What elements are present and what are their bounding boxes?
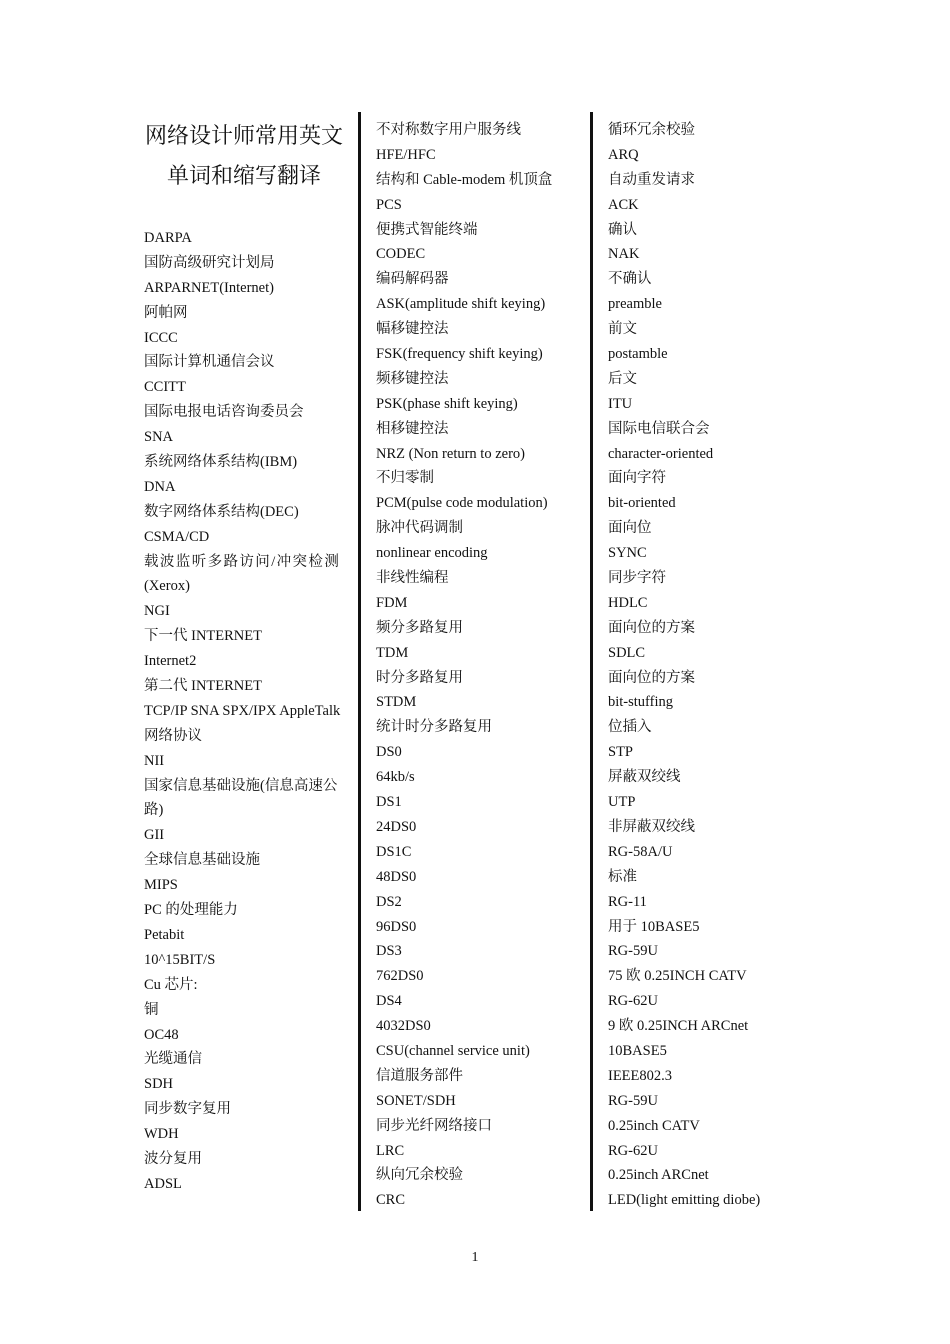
column-1 — [144, 118, 349, 1197]
glossary-entry: 10BASE5 — [608, 1042, 667, 1059]
glossary-entry: DNA — [144, 478, 176, 495]
glossary-entry: 不对称数字用户服务线 — [376, 122, 521, 138]
glossary-entry: RG-11 — [608, 893, 647, 910]
glossary-entry: (Xerox) — [144, 578, 190, 595]
glossary-entry: RG-62U — [608, 1142, 658, 1159]
glossary-entry: 国际电报电话咨询委员会 — [144, 404, 304, 421]
glossary-entry: 0.25inch CATV — [608, 1117, 700, 1134]
glossary-entry: ICCC — [144, 329, 178, 346]
glossary-entry: 10^15BIT/S — [144, 951, 216, 968]
glossary-entry: ITU — [608, 395, 633, 412]
glossary-entry: 光缆通信 — [144, 1051, 202, 1068]
glossary-entry: SONET/SDH — [376, 1092, 456, 1109]
glossary-entry: TCP/IP SNA SPX/IPX AppleTalk — [144, 702, 341, 719]
glossary-entry: LED(light emitting diobe) — [608, 1192, 761, 1209]
glossary-entry: 幅移键控法 — [376, 321, 449, 338]
glossary-entry: 第二代 INTERNET — [144, 678, 262, 695]
glossary-entry: 非屏蔽双绞线 — [608, 818, 695, 835]
glossary-entry: 全球信息基础设施 — [144, 852, 260, 869]
glossary-entry: CSU(channel service unit) — [376, 1042, 530, 1059]
column-3 — [608, 118, 818, 1213]
glossary-entry: preamble — [608, 296, 662, 313]
glossary-entry: CCITT — [144, 379, 186, 396]
column-2 — [376, 118, 581, 1213]
glossary-entry: Cu 芯片: — [144, 976, 198, 993]
column-divider-2 — [590, 112, 593, 1211]
glossary-entry: ADSL — [144, 1175, 182, 1192]
page-number: 1 — [471, 1250, 479, 1265]
glossary-entry: 信道服务部件 — [376, 1067, 463, 1084]
glossary-entry: 频移键控法 — [376, 370, 449, 387]
glossary-entry: 载波监听多路访问/冲突检测 — [144, 553, 341, 570]
glossary-entry: 用于 10BASE5 — [608, 918, 700, 935]
glossary-entry: DS0 — [376, 744, 402, 761]
glossary-entry: Petabit — [144, 926, 185, 943]
glossary-entry: 系统网络体系结构(IBM) — [144, 454, 298, 471]
glossary-entry: SDLC — [608, 644, 646, 661]
glossary-entry: STP — [608, 744, 633, 761]
glossary-entry: 不确认 — [608, 271, 652, 288]
glossary-entry: character-oriented — [608, 445, 714, 462]
glossary-entry: 面向位的方案 — [608, 619, 695, 636]
glossary-entry: SNA — [144, 429, 174, 446]
glossary-entry: 下一代 INTERNET — [144, 628, 262, 645]
glossary-entry: 脉冲代码调制 — [376, 520, 463, 537]
glossary-entry: NAK — [608, 246, 640, 263]
glossary-entry: 非线性编程 — [376, 570, 449, 587]
glossary-entry: IEEE802.3 — [608, 1067, 673, 1084]
glossary-entry: 波分复用 — [144, 1150, 202, 1167]
glossary-entry: OC48 — [144, 1026, 179, 1043]
glossary-entry: GII — [144, 827, 165, 844]
glossary-entry: SDH — [144, 1076, 174, 1093]
glossary-entry: 时分多路复用 — [376, 669, 463, 686]
glossary-entry: 64kb/s — [376, 769, 415, 786]
glossary-entry: 屏蔽双绞线 — [608, 769, 681, 786]
glossary-entry: DS3 — [376, 943, 402, 960]
glossary-entry: RG-58A/U — [608, 843, 673, 860]
glossary-entry: 标准 — [608, 868, 637, 885]
glossary-entry: PSK(phase shift keying) — [376, 395, 518, 412]
glossary-entry: PCS — [376, 196, 402, 213]
glossary-entry: 确认 — [608, 221, 637, 238]
glossary-entry: 循环冗余校验 — [608, 122, 695, 138]
glossary-entry: UTP — [608, 794, 636, 811]
glossary-entry: 编码解码器 — [376, 271, 449, 288]
glossary-entry: 统计时分多路复用 — [376, 719, 492, 736]
glossary-entry: FSK(frequency shift keying) — [376, 346, 543, 363]
title-line-2: 单词和缩写翻译 — [166, 163, 321, 188]
glossary-entry: 同步数字复用 — [144, 1101, 231, 1118]
glossary-entry: 4032DS0 — [376, 1018, 431, 1035]
glossary-entry: 面向位 — [608, 520, 652, 537]
glossary-entry: 后文 — [608, 370, 637, 387]
column-1-entries — [144, 226, 349, 1197]
glossary-entry: TDM — [376, 644, 409, 661]
glossary-entry: HFE/HFC — [376, 146, 436, 163]
glossary-entry: Internet2 — [144, 653, 197, 670]
glossary-entry: 网络协议 — [144, 727, 202, 744]
glossary-entry: DARPA — [144, 230, 192, 246]
glossary-entry: FDM — [376, 594, 408, 611]
glossary-entry: HDLC — [608, 594, 648, 611]
glossary-entry: WDH — [144, 1126, 179, 1143]
glossary-entry: 同步字符 — [608, 570, 666, 587]
glossary-entry: PCM(pulse code modulation) — [376, 495, 548, 512]
glossary-entry: 阿帕网 — [144, 304, 188, 321]
glossary-entry: postamble — [608, 346, 668, 363]
glossary-entry: 不归零制 — [376, 470, 434, 487]
glossary-entry: bit-stuffing — [608, 694, 673, 711]
glossary-entry: 铜 — [144, 1001, 159, 1018]
glossary-entry: 结构和 Cable-modem 机顶盒 — [376, 171, 553, 188]
glossary-entry: bit-oriented — [608, 495, 676, 512]
glossary-entry: SYNC — [608, 545, 647, 562]
column-2-entries — [376, 118, 581, 1213]
glossary-entry: NGI — [144, 603, 170, 620]
glossary-entry: 自动重发请求 — [608, 171, 695, 188]
glossary-entry: 24DS0 — [376, 818, 417, 835]
glossary-entry: MIPS — [144, 877, 178, 894]
glossary-entry: CODEC — [376, 246, 426, 263]
glossary-entry: STDM — [376, 694, 417, 711]
glossary-entry: 面向位的方案 — [608, 669, 695, 686]
glossary-entry: 国际电信联合会 — [608, 420, 710, 437]
glossary-entry: ACK — [608, 196, 639, 213]
glossary-entry: RG-59U — [608, 943, 658, 960]
glossary-entry: 48DS0 — [376, 868, 417, 885]
column-divider-1 — [358, 112, 361, 1211]
glossary-entry: DS2 — [376, 893, 402, 910]
glossary-entry: RG-59U — [608, 1092, 658, 1109]
glossary-entry: DS1 — [376, 794, 402, 811]
glossary-entry: NII — [144, 752, 165, 769]
glossary-entry: 路) — [144, 802, 164, 819]
title-line-1: 网络设计师常用英文 — [144, 123, 343, 148]
glossary-entry: CRC — [376, 1192, 406, 1209]
glossary-entry: 相移键控法 — [376, 420, 449, 437]
glossary-entry: 9 欧 0.25INCH ARCnet — [608, 1018, 749, 1035]
glossary-entry: 75 欧 0.25INCH CATV — [608, 968, 747, 985]
glossary-entry: 国际计算机通信会议 — [144, 354, 275, 371]
glossary-entry: 位插入 — [608, 719, 652, 736]
glossary-entry: 面向字符 — [608, 470, 666, 487]
glossary-entry: LRC — [376, 1142, 405, 1159]
glossary-entry: 频分多路复用 — [376, 619, 463, 636]
glossary-entry: ARQ — [608, 146, 639, 163]
glossary-entry: 国防高级研究计划局 — [144, 254, 275, 271]
glossary-entry: ASK(amplitude shift keying) — [376, 296, 546, 313]
glossary-entry: 96DS0 — [376, 918, 417, 935]
glossary-entry: NRZ (Non return to zero) — [376, 445, 525, 462]
glossary-entry: ARPARNET(Internet) — [144, 279, 274, 296]
glossary-entry: 前文 — [608, 321, 637, 338]
glossary-entry: PC 的处理能力 — [144, 902, 238, 919]
glossary-entry: 便携式智能终端 — [376, 221, 478, 238]
glossary-entry: DS4 — [376, 993, 402, 1010]
glossary-entry: 纵向冗余校验 — [376, 1167, 463, 1184]
glossary-entry: nonlinear encoding — [376, 545, 488, 562]
column-3-entries — [608, 118, 818, 1213]
glossary-entry: 0.25inch ARCnet — [608, 1167, 709, 1184]
glossary-entry: 国家信息基础设施(信息高速公 — [144, 777, 338, 794]
glossary-entry: DS1C — [376, 843, 412, 860]
glossary-entry: 762DS0 — [376, 968, 424, 985]
glossary-entry: 同步光纤网络接口 — [376, 1117, 492, 1134]
glossary-entry: 数字网络体系结构(DEC) — [144, 503, 299, 520]
glossary-entry: RG-62U — [608, 993, 658, 1010]
glossary-entry: CSMA/CD — [144, 528, 210, 545]
